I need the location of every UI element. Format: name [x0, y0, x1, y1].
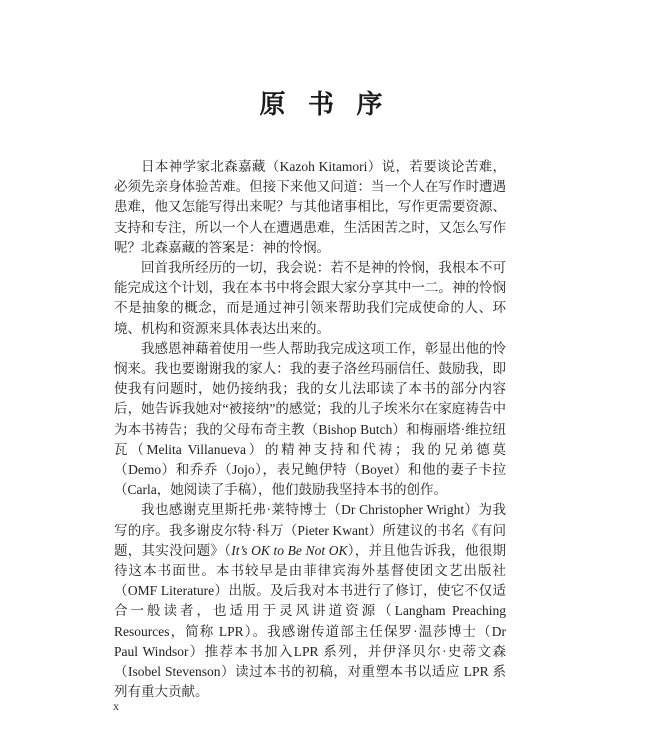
paragraph-text: ），并且他告诉我，他很期待这本书面世。本书较早是由菲律宾海外基督使团文艺出版社（OMF Literature）出版。及后我对本书进行了修订，使它不仅适合一般读者，也适用于灵风讲道资源（Langham Preaching Resources，简称 LPR）。我感谢传道部主任保罗·温莎博士（Dr Paul Windsor）推荐本书加入LPR 系列，并伊泽贝尔·史蒂文森（Isobel Stevenson）读过本书的初稿，对重塑本书以适应 LPR 系列有重大贡献。	[114, 542, 506, 700]
paragraph-text: 回首我所经历的一切，我会说：若不是神的怜悯，我根本不可能完成这个计划，我在本书中将会跟大家分享其中一二。神的怜悯不是抽象的概念，而是通过神引领来帮助我们完成使命的人、环境、机构和资源来具体表达出来的。	[114, 260, 506, 336]
paragraph-text: 日本神学家北森嘉藏（Kazoh Kitamori）说，若要谈论苦难，必须先亲身体验苦难。但接下来他又问道：当一个人在写作时遭遇患难，他又怎能写得出来呢？与其他诸事相比，写作更需要资源、支持和专注，所以一个人在遭遇患难，生活困苦之时，又怎么写作呢？北森嘉藏的答案是：神的怜悯。	[114, 159, 506, 255]
paragraph	[114, 339, 506, 501]
paragraph-text: 我也感谢克里斯托弗·莱特博士（Dr Christopher Wright）为我写的序。我多谢皮尔特·科万（Pieter Kwant）所建议的书名《有问题，其实没问题》（	[114, 502, 506, 558]
preface-body	[114, 157, 506, 702]
paragraph	[114, 258, 506, 339]
paragraph-text: 我感恩神藉着使用一些人帮助我完成这项工作，彰显出他的怜悯来。我也要谢谢我的家人：我的妻子洛丝玛丽信任、鼓励我，即使我有问题时，她仍接纳我；我的女儿法耶读了本书的部分内容后，她告诉我她对“被接纳”的感觉；我的儿子埃米尔在家庭祷告中为本书祷告；我的父母布奇主教（Bishop Butch）和梅丽塔·维拉纽瓦（Melita Villanueva）的精神支持和代祷；我的兄弟德莫（Demo）和乔乔（Jojo），表兄鲍伊特（Boyet）和他的妻子卡拉（Carla，她阅读了手稿），他们鼓励我坚持本书的创作。	[114, 340, 506, 498]
paragraph	[114, 157, 506, 258]
page-title: 原 书 序	[259, 90, 391, 119]
paragraph	[114, 500, 506, 702]
page-number: x	[113, 699, 119, 713]
book-title-italic: It’s OK to Be Not OK	[231, 542, 348, 558]
